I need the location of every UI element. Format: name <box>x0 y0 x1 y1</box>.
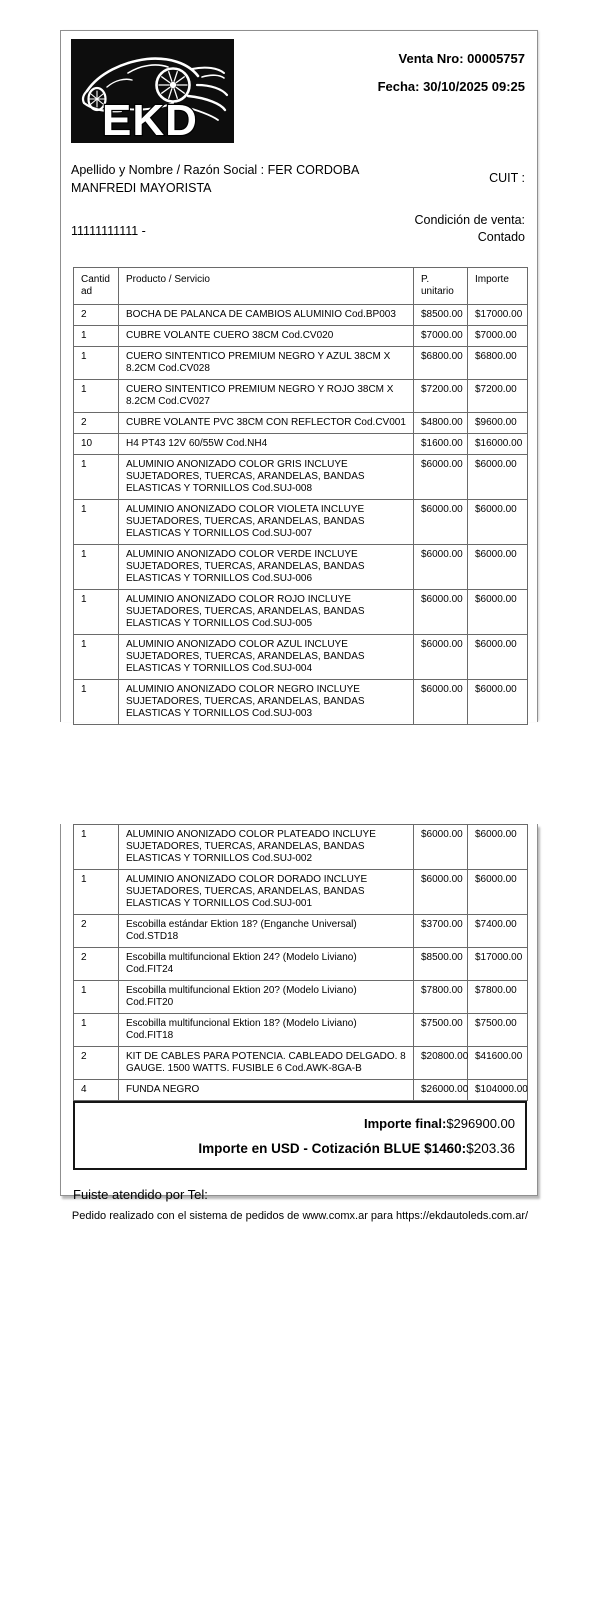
item-amount: $6000.00 <box>468 455 528 500</box>
logo-text: EKD <box>102 96 198 143</box>
item-amount: $17000.00 <box>468 305 528 326</box>
item-unit: $6000.00 <box>414 545 468 590</box>
item-unit: $6000.00 <box>414 825 468 870</box>
item-row <box>74 1080 528 1101</box>
item-desc: ALUMINIO ANONIZADO COLOR NEGRO INCLUYE SUJETADORES, TUERCAS, ARANDELAS, BANDAS ELASTICAS Y TORNILLOS Cod.SUJ-003 <box>119 680 414 725</box>
item-unit: $6000.00 <box>414 870 468 915</box>
item-unit: $1600.00 <box>414 434 468 455</box>
payment-condition-label: Condición de venta: <box>414 213 525 227</box>
item-row <box>74 500 528 545</box>
item-qty: 1 <box>74 455 119 500</box>
totals-box <box>73 1101 527 1170</box>
sale-date: Fecha: 30/10/2025 09:25 <box>377 79 525 94</box>
item-amount: $9600.00 <box>468 413 528 434</box>
item-amount: $7200.00 <box>468 380 528 413</box>
item-row <box>74 1047 528 1080</box>
item-desc: H4 PT43 12V 60/55W Cod.NH4 <box>119 434 414 455</box>
col-header-p-unitario: P. unitario <box>414 268 468 305</box>
item-unit: $6800.00 <box>414 347 468 380</box>
items-table-page-1 <box>73 267 528 725</box>
item-row <box>74 326 528 347</box>
ekd-logo <box>71 39 234 143</box>
item-row <box>74 870 528 915</box>
item-desc: CUERO SINTENTICO PREMIUM NEGRO Y AZUL 38CM X 8.2CM Cod.CV028 <box>119 347 414 380</box>
item-desc: FUNDA NEGRO <box>119 1080 414 1101</box>
item-row <box>74 680 528 725</box>
item-amount: $6000.00 <box>468 635 528 680</box>
item-row <box>74 434 528 455</box>
item-desc: ALUMINIO ANONIZADO COLOR VERDE INCLUYE SUJETADORES, TUERCAS, ARANDELAS, BANDAS ELASTICAS Y TORNILLOS Cod.SUJ-006 <box>119 545 414 590</box>
item-qty: 2 <box>74 305 119 326</box>
item-desc: CUBRE VOLANTE PVC 38CM CON REFLECTOR Cod.CV001 <box>119 413 414 434</box>
item-amount: $16000.00 <box>468 434 528 455</box>
cuit-label: CUIT : <box>489 171 525 185</box>
item-amount: $6000.00 <box>468 825 528 870</box>
item-qty: 1 <box>74 1014 119 1047</box>
col-header-producto: Producto / Servicio <box>119 268 414 305</box>
item-qty: 1 <box>74 635 119 680</box>
item-unit: $6000.00 <box>414 455 468 500</box>
item-unit: $7200.00 <box>414 380 468 413</box>
attended-by: Fuiste atendido por Tel: <box>73 1187 208 1202</box>
item-qty: 2 <box>74 915 119 948</box>
item-desc: Escobilla multifuncional Ektion 24? (Modelo Liviano) Cod.FIT24 <box>119 948 414 981</box>
item-row <box>74 915 528 948</box>
importe-usd-label: Importe en USD - Cotización BLUE $1460: <box>198 1141 467 1156</box>
item-row <box>74 455 528 500</box>
item-desc: ALUMINIO ANONIZADO COLOR GRIS INCLUYE SUJETADORES, TUERCAS, ARANDELAS, BANDAS ELASTICAS Y TORNILLOS Cod.SUJ-008 <box>119 455 414 500</box>
item-row <box>74 413 528 434</box>
item-qty: 1 <box>74 981 119 1014</box>
item-unit: $6000.00 <box>414 590 468 635</box>
item-amount: $6000.00 <box>468 870 528 915</box>
item-qty: 1 <box>74 500 119 545</box>
item-row <box>74 590 528 635</box>
item-unit: $7800.00 <box>414 981 468 1014</box>
item-desc: ALUMINIO ANONIZADO COLOR AZUL INCLUYE SUJETADORES, TUERCAS, ARANDELAS, BANDAS ELASTICAS Y TORNILLOS Cod.SUJ-004 <box>119 635 414 680</box>
item-desc: ALUMINIO ANONIZADO COLOR VIOLETA INCLUYE SUJETADORES, TUERCAS, ARANDELAS, BANDAS ELASTICAS Y TORNILLOS Cod.SUJ-007 <box>119 500 414 545</box>
invoice-page-1 <box>60 30 538 722</box>
item-amount: $6000.00 <box>468 545 528 590</box>
item-qty: 2 <box>74 413 119 434</box>
items-table-header-row <box>74 268 528 305</box>
item-desc: CUERO SINTENTICO PREMIUM NEGRO Y ROJO 38CM X 8.2CM Cod.CV027 <box>119 380 414 413</box>
item-amount: $6000.00 <box>468 680 528 725</box>
item-desc: Escobilla estándar Ektion 18? (Enganche Universal) Cod.STD18 <box>119 915 414 948</box>
sale-number: Venta Nro: 00005757 <box>398 51 525 66</box>
item-qty: 1 <box>74 545 119 590</box>
item-qty: 1 <box>74 825 119 870</box>
item-row <box>74 948 528 981</box>
item-unit: $8500.00 <box>414 948 468 981</box>
item-row <box>74 380 528 413</box>
item-unit: $4800.00 <box>414 413 468 434</box>
item-unit: $8500.00 <box>414 305 468 326</box>
item-qty: 1 <box>74 326 119 347</box>
item-row <box>74 635 528 680</box>
item-unit: $7000.00 <box>414 326 468 347</box>
item-desc: ALUMINIO ANONIZADO COLOR ROJO INCLUYE SUJETADORES, TUERCAS, ARANDELAS, BANDAS ELASTICAS Y TORNILLOS Cod.SUJ-005 <box>119 590 414 635</box>
item-amount: $7500.00 <box>468 1014 528 1047</box>
system-footer-note: Pedido realizado con el sistema de pedidos de www.comx.ar para https://ekdautoleds.com.ar/ <box>71 1210 529 1222</box>
item-amount: $6800.00 <box>468 347 528 380</box>
item-unit: $7500.00 <box>414 1014 468 1047</box>
col-header-cantidad: Cantidad <box>74 268 119 305</box>
item-unit: $6000.00 <box>414 635 468 680</box>
item-amount: $7400.00 <box>468 915 528 948</box>
item-row <box>74 1014 528 1047</box>
item-amount: $6000.00 <box>468 500 528 545</box>
item-row <box>74 347 528 380</box>
importe-final-value: $296900.00 <box>446 1116 515 1131</box>
items-table-page-2 <box>73 824 528 1101</box>
item-qty: 1 <box>74 680 119 725</box>
item-qty: 1 <box>74 590 119 635</box>
item-row <box>74 825 528 870</box>
customer-name: Apellido y Nombre / Razón Social : FER CORDOBA MANFREDI MAYORISTA <box>71 163 359 195</box>
payment-condition-value: Contado <box>477 229 525 244</box>
item-amount: $7000.00 <box>468 326 528 347</box>
item-desc: ALUMINIO ANONIZADO COLOR PLATEADO INCLUYE SUJETADORES, TUERCAS, ARANDELAS, BANDAS ELASTICAS Y TORNILLOS Cod.SUJ-002 <box>119 825 414 870</box>
customer-document-number: 11111111111 - <box>71 224 146 238</box>
payment-condition <box>415 212 526 246</box>
item-unit: $3700.00 <box>414 915 468 948</box>
item-unit: $20800.00 <box>414 1047 468 1080</box>
item-amount: $6000.00 <box>468 590 528 635</box>
importe-final-label: Importe final: <box>363 1116 447 1131</box>
importe-final-line <box>85 1116 515 1131</box>
item-qty: 1 <box>74 870 119 915</box>
item-unit: $6000.00 <box>414 680 468 725</box>
item-amount: $104000.00 <box>468 1080 528 1101</box>
item-qty: 1 <box>74 380 119 413</box>
item-row <box>74 545 528 590</box>
col-header-importe: Importe <box>468 268 528 305</box>
item-qty: 4 <box>74 1080 119 1101</box>
item-qty: 2 <box>74 1047 119 1080</box>
item-desc: KIT DE CABLES PARA POTENCIA. CABLEADO DELGADO. 8 GAUGE. 1500 WATTS. FUSIBLE 6 Cod.AWK-8GA-B <box>119 1047 414 1080</box>
item-desc: CUBRE VOLANTE CUERO 38CM Cod.CV020 <box>119 326 414 347</box>
importe-usd-value: $203.36 <box>466 1141 515 1156</box>
item-unit: $26000.00 <box>414 1080 468 1101</box>
item-desc: Escobilla multifuncional Ektion 20? (Modelo Liviano) Cod.FIT20 <box>119 981 414 1014</box>
item-amount: $17000.00 <box>468 948 528 981</box>
item-amount: $41600.00 <box>468 1047 528 1080</box>
item-desc: ALUMINIO ANONIZADO COLOR DORADO INCLUYE SUJETADORES, TUERCAS, ARANDELAS, BANDAS ELASTICAS Y TORNILLOS Cod.SUJ-001 <box>119 870 414 915</box>
item-qty: 2 <box>74 948 119 981</box>
ekd-logo-svg <box>71 39 234 143</box>
invoice-page-2 <box>60 824 538 1202</box>
item-desc: Escobilla multifuncional Ektion 18? (Modelo Liviano) Cod.FIT18 <box>119 1014 414 1047</box>
item-desc: BOCHA DE PALANCA DE CAMBIOS ALUMINIO Cod.BP003 <box>119 305 414 326</box>
item-unit: $6000.00 <box>414 500 468 545</box>
item-row <box>74 981 528 1014</box>
item-qty: 1 <box>74 347 119 380</box>
item-row <box>74 305 528 326</box>
item-qty: 10 <box>74 434 119 455</box>
item-amount: $7800.00 <box>468 981 528 1014</box>
importe-usd-line <box>85 1141 515 1156</box>
